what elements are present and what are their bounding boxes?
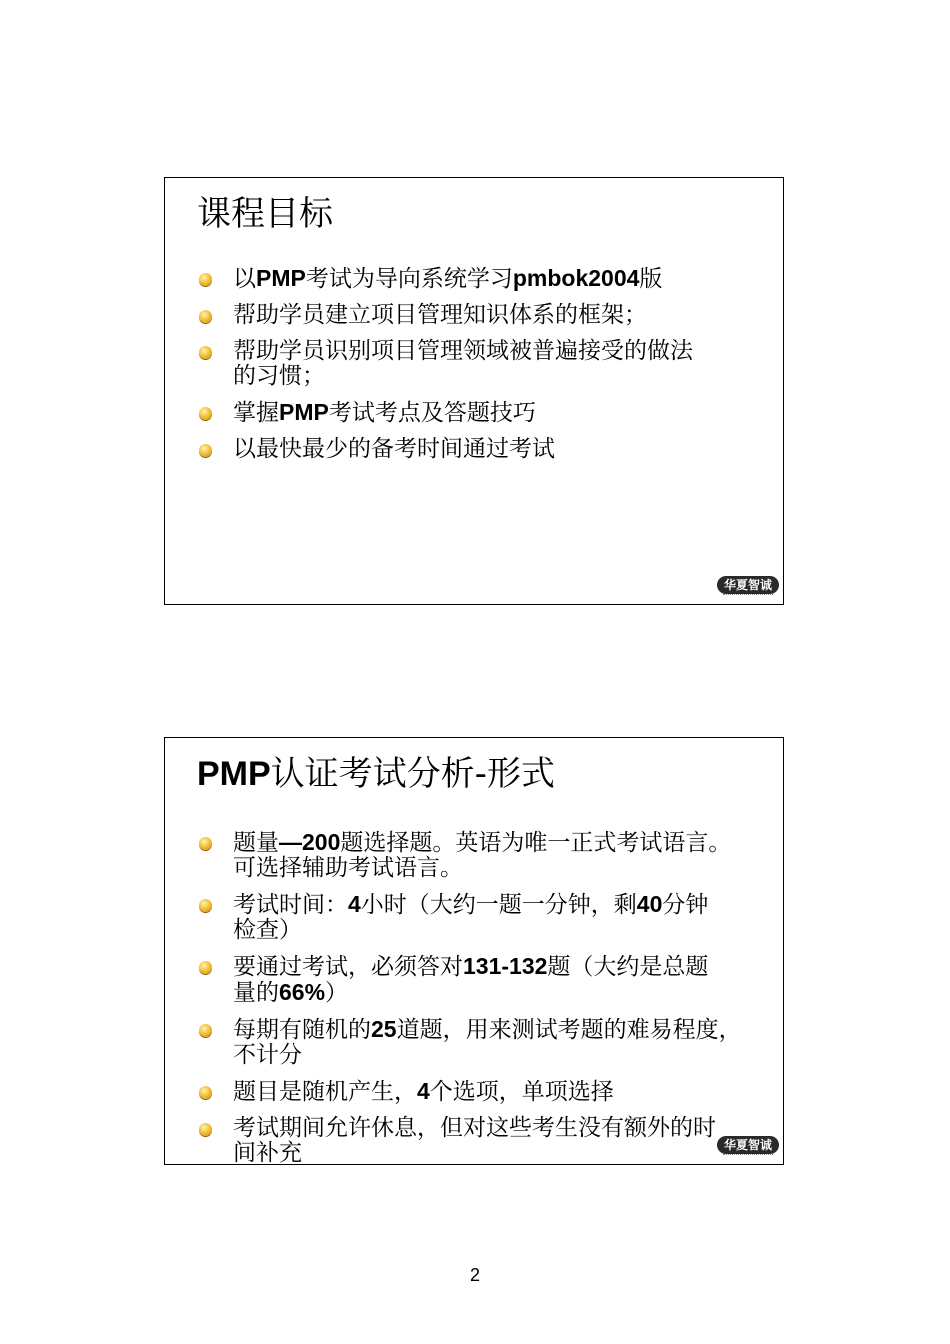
bullet-icon: [199, 273, 212, 286]
bullet-icon: [199, 1123, 212, 1136]
bullet-line: [233, 1017, 783, 1043]
bullet-text: 帮助学员识别项目管理领域被普遍接受的做法: [233, 338, 693, 364]
logo-underline: [723, 594, 773, 598]
slide-title-text: 认证考试分析-形式: [270, 754, 555, 794]
bullet-text: 题（大约是总题: [547, 954, 709, 980]
bullet-text: 小时（大约一题一分钟，剩: [360, 892, 637, 918]
bullet-text: 道题，用来测试考题的难易程度，: [396, 1017, 742, 1043]
bullet-text: 版: [639, 266, 663, 292]
bullet-line: [233, 830, 783, 856]
bullet-list: [199, 266, 783, 473]
bullet-text: 以最快最少的备考时间通过考试: [233, 436, 555, 462]
bullet-item: [199, 954, 783, 1006]
bullet-line: [233, 856, 783, 881]
bullet-line: [233, 1141, 783, 1166]
bullet-line: [233, 1116, 783, 1141]
bullet-text: 考试期间允许休息，但对这些考生没有额外的时: [233, 1115, 716, 1141]
bullet-text-bold: 4: [348, 891, 361, 917]
bullet-text: 考试为导向系统学习: [305, 266, 513, 292]
bullet-text: 考试时间：: [233, 892, 348, 918]
bullet-text: 题目是随机产生，: [233, 1079, 417, 1105]
bullet-icon: [199, 1086, 212, 1099]
bullet-text: 题选择题。英语为唯一正式考试语言。: [340, 830, 732, 856]
bullet-text: 以: [233, 266, 256, 292]
bullet-text: ）: [325, 980, 349, 1006]
bullet-text-bold: —200: [279, 829, 341, 855]
slide-title-bold: PMP: [197, 755, 271, 793]
bullet-text-bold: PMP: [279, 399, 329, 425]
bullet-text: 可选择辅助考试语言。: [233, 855, 463, 881]
slide-course-goals: [164, 177, 784, 605]
bullet-line: [233, 437, 783, 462]
company-logo: [717, 1136, 779, 1158]
bullet-text-bold: PMP: [256, 265, 306, 291]
bullet-line: [233, 400, 783, 426]
bullet-item: [199, 339, 783, 389]
bullet-item: [199, 437, 783, 462]
bullet-icon: [199, 346, 212, 359]
bullet-item: [199, 1017, 783, 1068]
bullet-line: [233, 364, 783, 389]
logo-text: 华夏智诚: [717, 576, 779, 594]
bullet-line: [233, 954, 783, 980]
bullet-text: 量的: [233, 980, 279, 1006]
bullet-icon: [199, 837, 212, 850]
bullet-line: [233, 1079, 783, 1105]
slide-title: [197, 752, 555, 796]
bullet-text-bold: 25: [371, 1016, 397, 1042]
bullet-text-bold: 66%: [279, 979, 326, 1005]
bullet-line: [233, 1043, 783, 1068]
bullet-line: [233, 892, 783, 918]
bullet-text-bold: 40: [636, 891, 663, 917]
bullet-text: 每期有随机的: [233, 1017, 371, 1043]
bullet-text: 分钟: [662, 892, 709, 918]
bullet-text: 题量: [233, 830, 279, 856]
bullet-line: [233, 980, 783, 1006]
bullet-item: [199, 400, 783, 426]
slide-title: [197, 192, 333, 236]
bullet-icon: [199, 899, 212, 912]
bullet-icon: [199, 310, 212, 323]
bullet-icon: [199, 1024, 212, 1037]
bullet-item: [199, 892, 783, 943]
slide-title-text: 课程目标: [197, 194, 333, 234]
bullet-text-bold: pmbok2004: [512, 265, 640, 291]
bullet-line: [233, 266, 783, 292]
bullet-line: [233, 339, 783, 364]
bullet-text: 考试考点及答题技巧: [328, 400, 536, 426]
bullet-text-bold: 4: [417, 1078, 430, 1104]
bullet-item: [199, 1079, 783, 1105]
bullet-icon: [199, 961, 212, 974]
bullet-line: [233, 918, 783, 943]
page-number: 2: [469, 1265, 480, 1285]
bullet-text: 不计分: [233, 1042, 302, 1068]
bullet-list: [199, 830, 783, 1177]
bullet-line: [233, 303, 783, 328]
bullet-item: [199, 303, 783, 328]
bullet-icon: [199, 407, 212, 420]
bullet-text: 个选项，单项选择: [429, 1079, 614, 1105]
bullet-text: 的习惯；: [233, 363, 325, 389]
bullet-text: 检查）: [233, 917, 302, 943]
logo-text: 华夏智诚: [717, 1136, 779, 1154]
bullet-text: 掌握: [233, 400, 279, 426]
logo-underline: [723, 1154, 773, 1158]
company-logo: [717, 576, 779, 598]
bullet-item: [199, 1116, 783, 1166]
bullet-item: [199, 830, 783, 881]
bullet-item: [199, 266, 783, 292]
bullet-icon: [199, 444, 212, 457]
bullet-text: 要通过考试，必须答对: [233, 954, 463, 980]
bullet-text: 间补充: [233, 1140, 302, 1166]
bullet-text: 帮助学员建立项目管理知识体系的框架；: [233, 302, 647, 328]
slide-exam-format: [164, 737, 784, 1165]
bullet-text-bold: 131-132: [463, 953, 548, 979]
